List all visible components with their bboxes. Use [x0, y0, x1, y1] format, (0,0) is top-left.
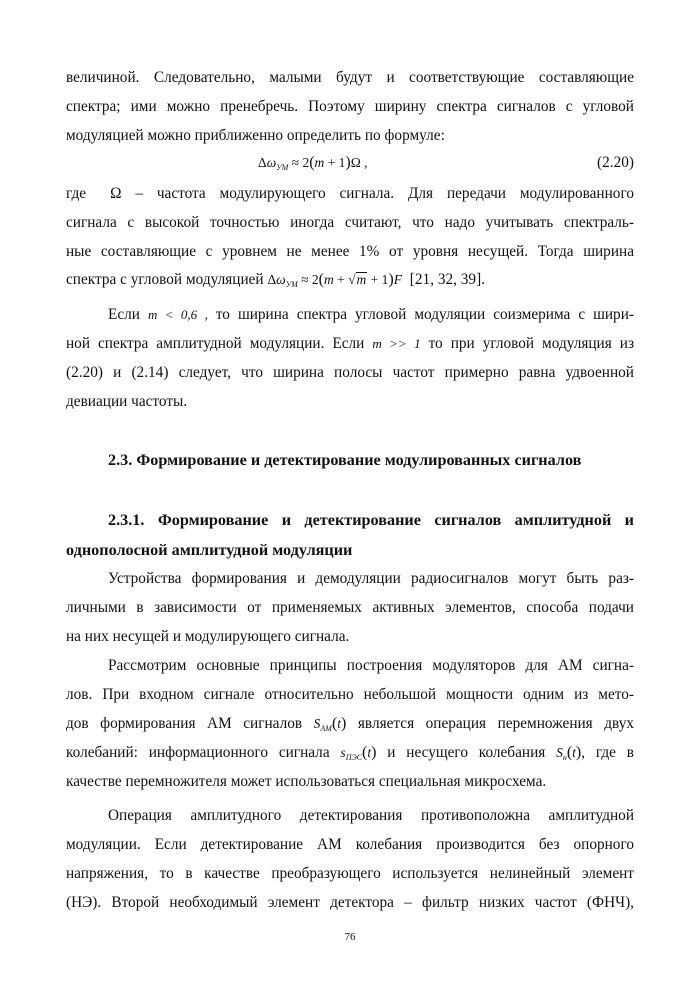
inline-formula: m >> 1 [372, 336, 421, 351]
text-line: Устройства формирования и демодуляции радиосигналов могут быть раз- [108, 570, 634, 587]
inline-formula: $s_{ПЭС}(t)$ [340, 744, 377, 762]
inline-formula: $S_н(t)$ [556, 744, 582, 762]
section-heading: 2.3. Формирование и детектирование модулированных сигналов [108, 451, 582, 469]
text-line: ные составляющие с уровнем не менее 1% от уровня несущей. Тогда ширина [66, 243, 634, 260]
text-line: лов. При входном сигнале относительно небольшой мощности одним из мето- [66, 686, 634, 703]
text-line: величиной. Следовательно, малыми будут и соответствующие составляющие [66, 69, 634, 86]
text-line: ной спектра амплитудной модуляции. Если m >> 1 то при угловой модуляция из [66, 335, 634, 352]
text-line: сигнала с высокой точностью иногда считают, что надо учитывать спектраль- [66, 214, 634, 231]
inline-formula: $\Delta\omega_{УМ} \approx 2(m + √m + 1)F$ [267, 271, 402, 289]
subsection-heading: 2.3.1. Формирование и детектирование сигналов амплитудной и [108, 511, 634, 529]
text-line: модуляцией можно приближенно определить по формуле: [66, 127, 445, 144]
text-line: (2.20) и (2.14) следует, что ширина полосы частот примерно равна удвоенной [66, 364, 634, 381]
text-line: на них несущей и модулирующего сигнала. [66, 628, 350, 645]
text-line: Операция амплитудного детектирования противоположна амплитудной [108, 807, 634, 824]
text-line: личными в зависимости от применяемых активных элементов, способа подачи [66, 599, 634, 616]
text-line: качестве перемножителя может использоваться специальная микросхема. [66, 773, 547, 790]
text-line: дов формирования АМ сигналов $S_{АМ}(t)$ является операция перемножения двух [66, 715, 635, 733]
text-line: колебаний: информационного сигнала $s_{ПЭС}(t)$ и несущего колебания $S_н(t)$, где в [66, 744, 634, 762]
text-line: спектра с угловой модуляцией $\Delta\omega_{УМ} \approx 2(m + √m + 1)F$ [21, 32, 39]. [66, 271, 485, 289]
inline-formula: $S_{АМ}(t)$ [313, 715, 347, 733]
inline-formula: m < 0,6 , [147, 307, 208, 322]
text-line: (НЭ). Второй необходимый элемент детектора – фильтр низких частот (ФНЧ), [66, 894, 634, 911]
text-line: Рассмотрим основные принципы построения модуляторов для АМ сигна- [108, 657, 634, 674]
text-line: спектра; ими можно пренебречь. Поэтому ширину спектра сигналов с угловой [66, 98, 634, 115]
text-line: где Ω – частота модулирующего сигнала. Для передачи модулированного [66, 185, 634, 202]
subsection-heading: однополосной амплитудной модуляции [66, 541, 353, 559]
equation-number: (2.20) [597, 154, 634, 171]
text-line: девиации частоты. [66, 393, 188, 410]
text-line: Если m < 0,6 , то ширина спектра угловой модуляции соизмерима с шири- [108, 306, 634, 323]
text-line: напряжения, то в качестве преобразующего используется нелинейный элемент [66, 865, 634, 882]
text-line: модуляции. Если детектирование АМ колебания производится без опорного [66, 836, 634, 853]
page-number: 76 [344, 931, 356, 943]
equation-2-20: $\Delta\omega_{УМ} \approx 2(m + 1)\Omega$ , [258, 154, 368, 172]
